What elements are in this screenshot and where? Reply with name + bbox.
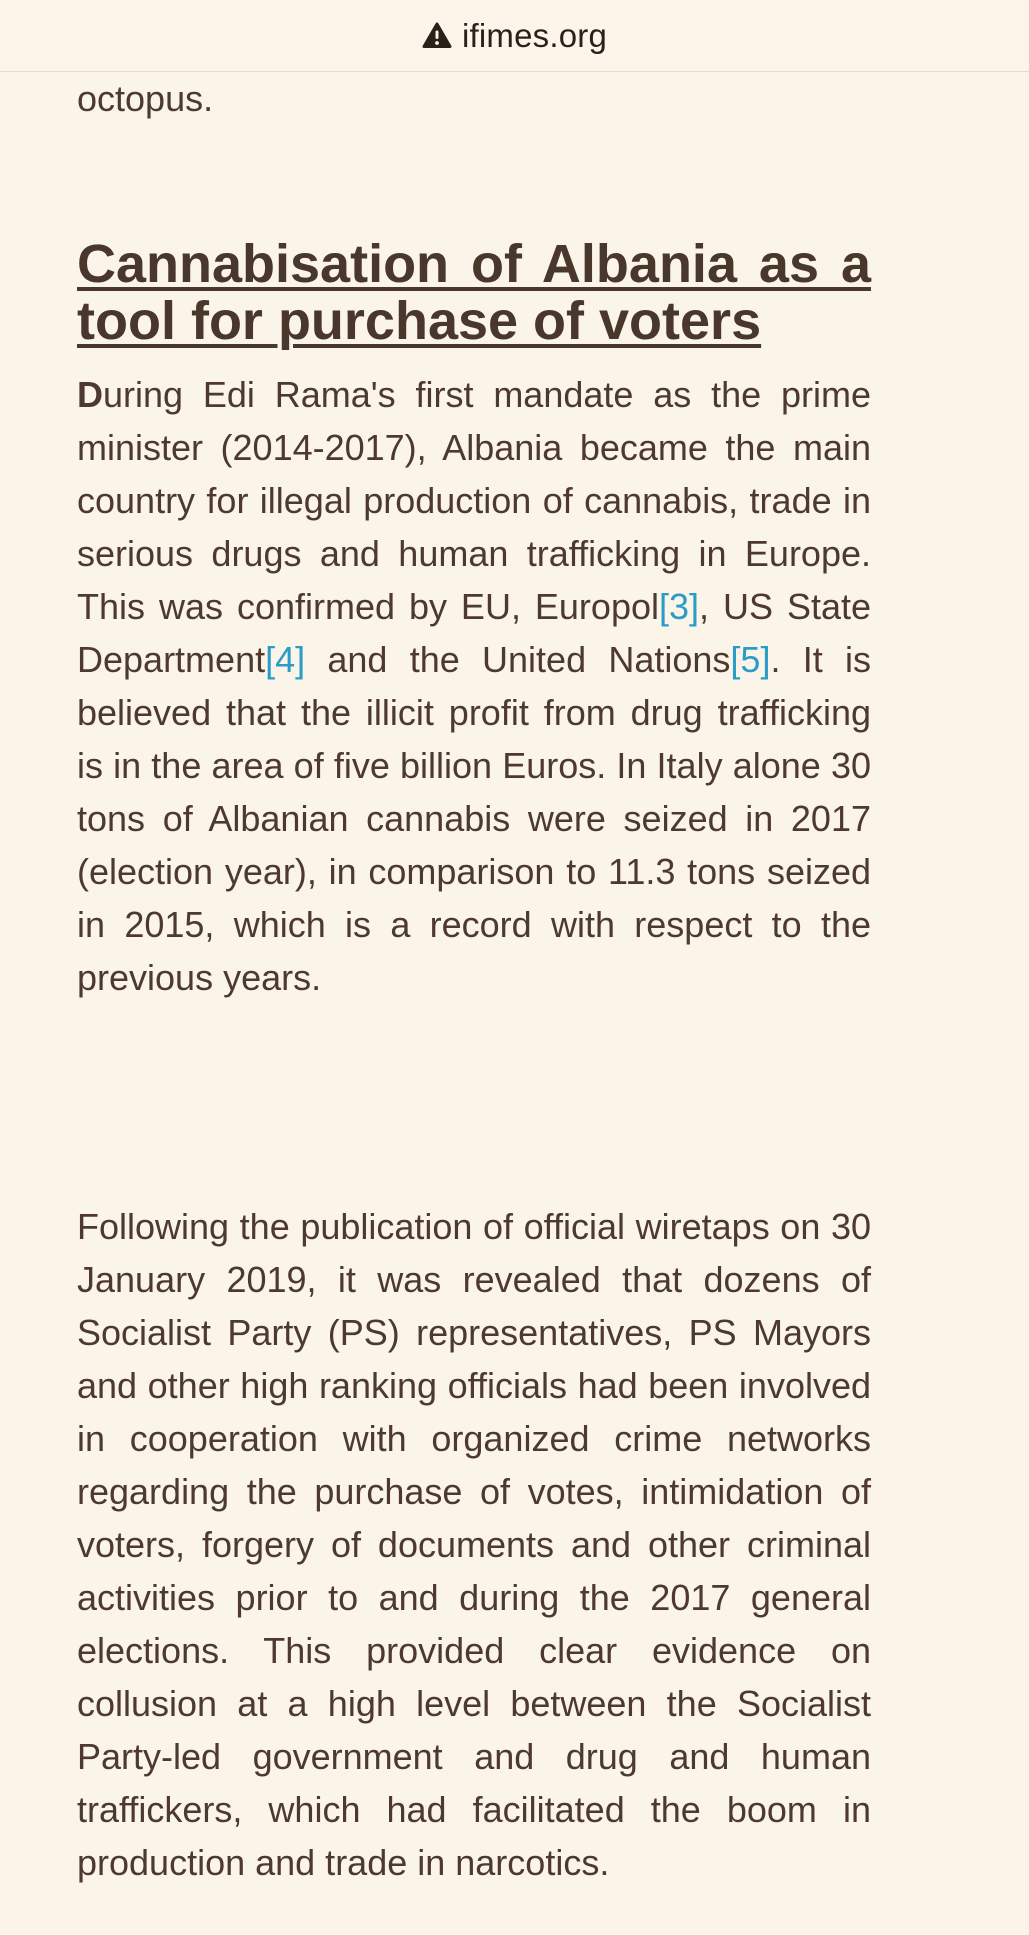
paragraph-text: . It is believed that the illicit profit from drug trafficking is in the area of five billion Euros. In Italy alone 30 tons of Albanian cannabis were seized in 2017 (election year), in comparison to 11.3 tons seized in 2015, which is a record with respect to the previous years. xyxy=(77,639,871,998)
previous-paragraph-fragment: octopus. xyxy=(77,78,214,119)
article-heading: Cannabisation of Albania as a tool for purchase of voters xyxy=(77,234,871,351)
paragraph-2: Following the publication of official wiretaps on 30 January 2019, it was revealed that dozens of Socialist Party (PS) representatives, PS Mayors and other high ranking officials had been involved in cooperation with organized crime networks regarding the purchase of votes, intimidation of voters, forgery of documents and other criminal activities prior to and during the 2017 general elections. This provided clear evidence on collusion at a high level between the Socialist Party-led government and drug and human traffickers, which had facilitated the boom in production and trade in narcotics. xyxy=(77,1206,871,1883)
url-text[interactable]: ifimes.org xyxy=(461,16,608,54)
paragraph-text: uring Edi Rama's first mandate as the prime minister (2014-2017), Albania became the main country for illegal production of cannabis, trade in serious drugs and human trafficking in Europe. This was confirmed by EU, Europol xyxy=(77,374,871,627)
bold-lead-letter: D xyxy=(77,374,103,415)
article-content xyxy=(0,72,871,1889)
reference-link[interactable]: [4] xyxy=(265,639,306,680)
paragraph-1 xyxy=(77,368,871,1004)
warning-triangle-icon xyxy=(422,22,452,49)
paragraph-text: and the United Nations xyxy=(305,639,731,680)
browser-address-bar[interactable] xyxy=(0,0,1029,72)
reference-link[interactable]: [5] xyxy=(730,639,771,680)
reference-link[interactable]: [3] xyxy=(658,586,700,627)
paragraph-text: , US State Department xyxy=(77,586,871,680)
